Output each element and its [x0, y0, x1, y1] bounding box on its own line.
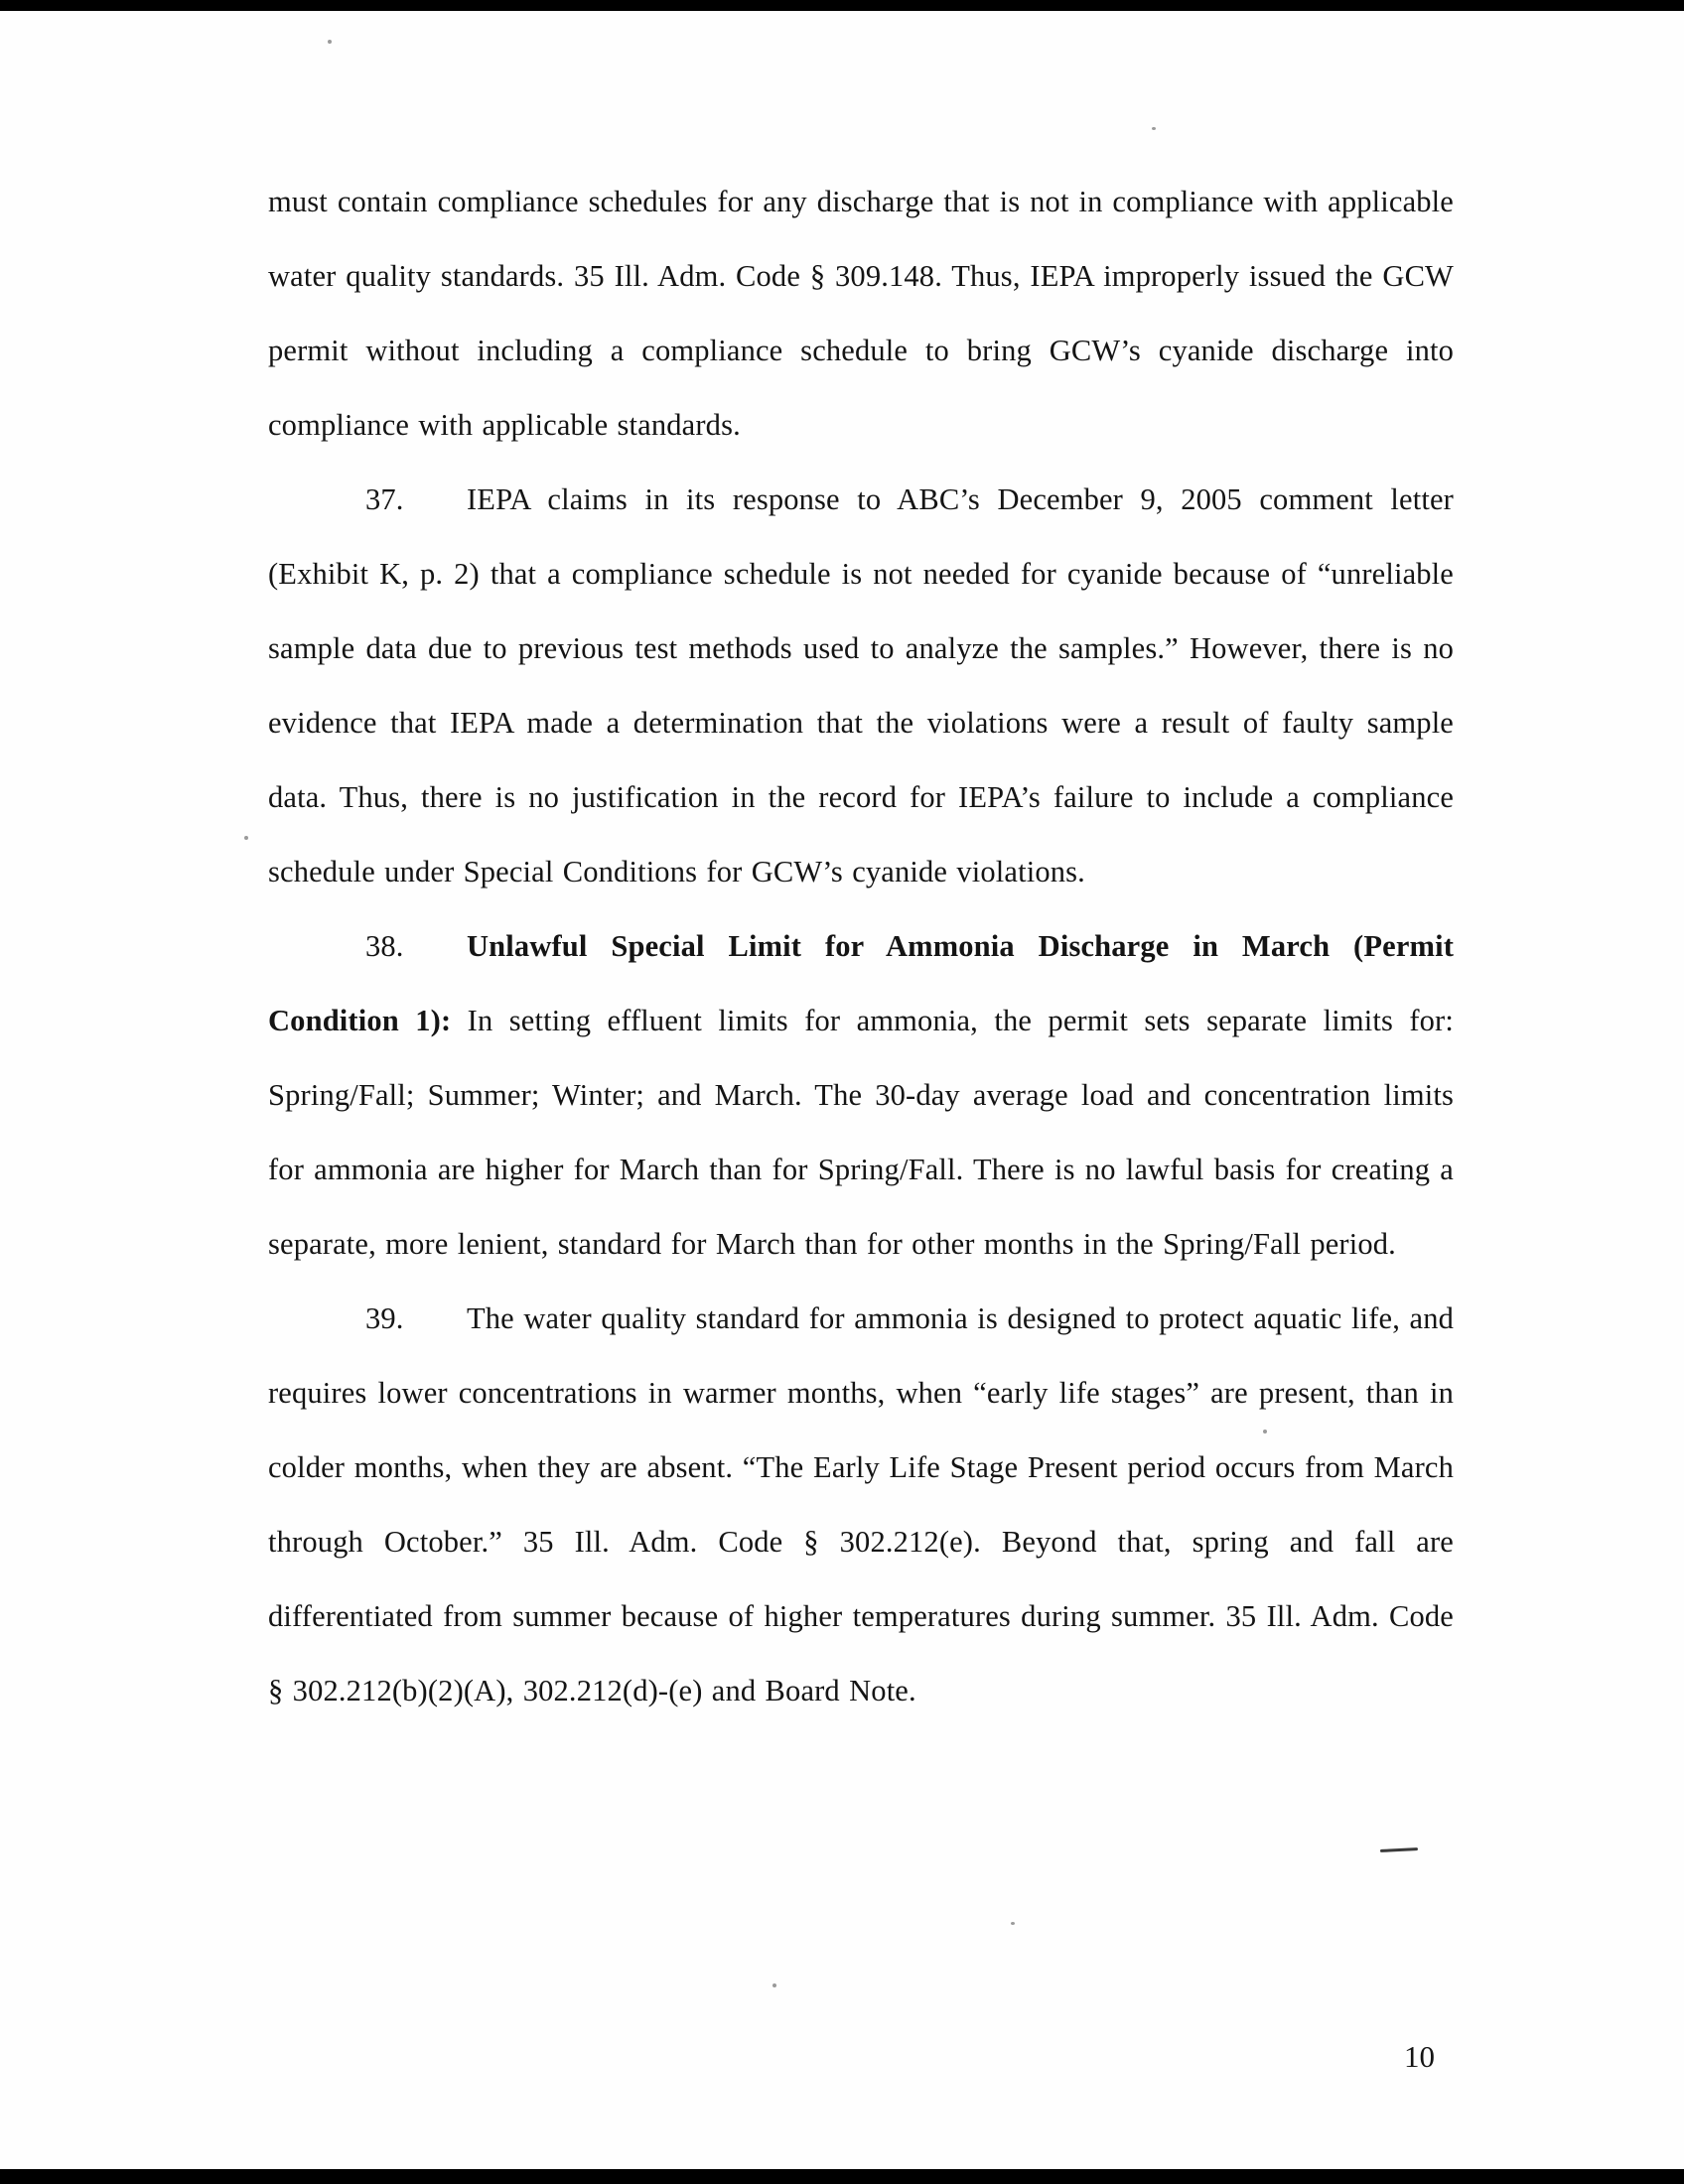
paragraph — [268, 909, 1454, 1282]
paragraph-number: 38. — [365, 929, 404, 963]
paragraph — [268, 463, 1454, 909]
paragraph-number: 39. — [365, 1301, 404, 1335]
document-body — [268, 165, 1454, 1728]
scan-speck — [244, 836, 248, 840]
paragraph — [268, 1282, 1454, 1728]
text-run: must contain compliance schedules for any discharge that is not in compliance with applicable water quality standards. 35 Ill. Adm. Code § 309.148. Thus, IEPA improperly issued the GCW permit without including a compliance schedule to bring GCW’s cyanide discharge into compliance with applicable standards. — [268, 185, 1454, 442]
handwritten-margin-dash — [1380, 1847, 1418, 1852]
text-run: The water quality standard for ammonia is designed to protect aquatic life, and requires lower concentrations in warmer months, when “early life stages” are present, than in colder months, when they are absent. “The Early Life Stage Present period occurs from March through October.” 35 Ill. Adm. Code § 302.212(e). Beyond that, spring and fall are differentiated from summer because of higher temperatures during summer. 35 Ill. Adm. Code § 302.212(b)(2)(A), 302.212(d)-(e) and Board Note. — [268, 1301, 1454, 1707]
text-run: IEPA claims in its response to ABC’s December 9, 2005 comment letter (Exhibit K, p. 2) that a compliance schedule is not needed for cyanide because of “unreliable sample data due to previous test methods used to analyze the samples.” However, there is no evidence that IEPA made a determination that the violations were a result of faulty sample data. Thus, there is no justification in the record for IEPA’s failure to include a compliance schedule under Special Conditions for GCW’s cyanide violations. — [268, 482, 1454, 888]
paragraph — [268, 165, 1454, 463]
scan-artifact-bottom-bar — [0, 2169, 1684, 2184]
scan-artifact-top-bar — [0, 0, 1684, 11]
page-number: 10 — [1404, 2039, 1435, 2074]
text-run: In setting effluent limits for ammonia, the permit sets separate limits for: Spring/Fall; Summer; Winter; and March. The 30-day average load and concentration limits for ammonia are higher for March than for Spring/Fall. There is no lawful basis for creating a separate, more lenient, standard for March than for other months in the Spring/Fall period. — [268, 1004, 1454, 1261]
bold-heading-text: Unlawful Special Limit for Ammonia Discharge in March (Permit Condition 1): — [268, 929, 1454, 1037]
scan-speck — [772, 1983, 776, 1987]
scan-speck — [328, 40, 332, 44]
paragraph-number: 37. — [365, 482, 404, 516]
scan-speck — [1152, 127, 1156, 130]
scan-speck — [1011, 1922, 1015, 1925]
